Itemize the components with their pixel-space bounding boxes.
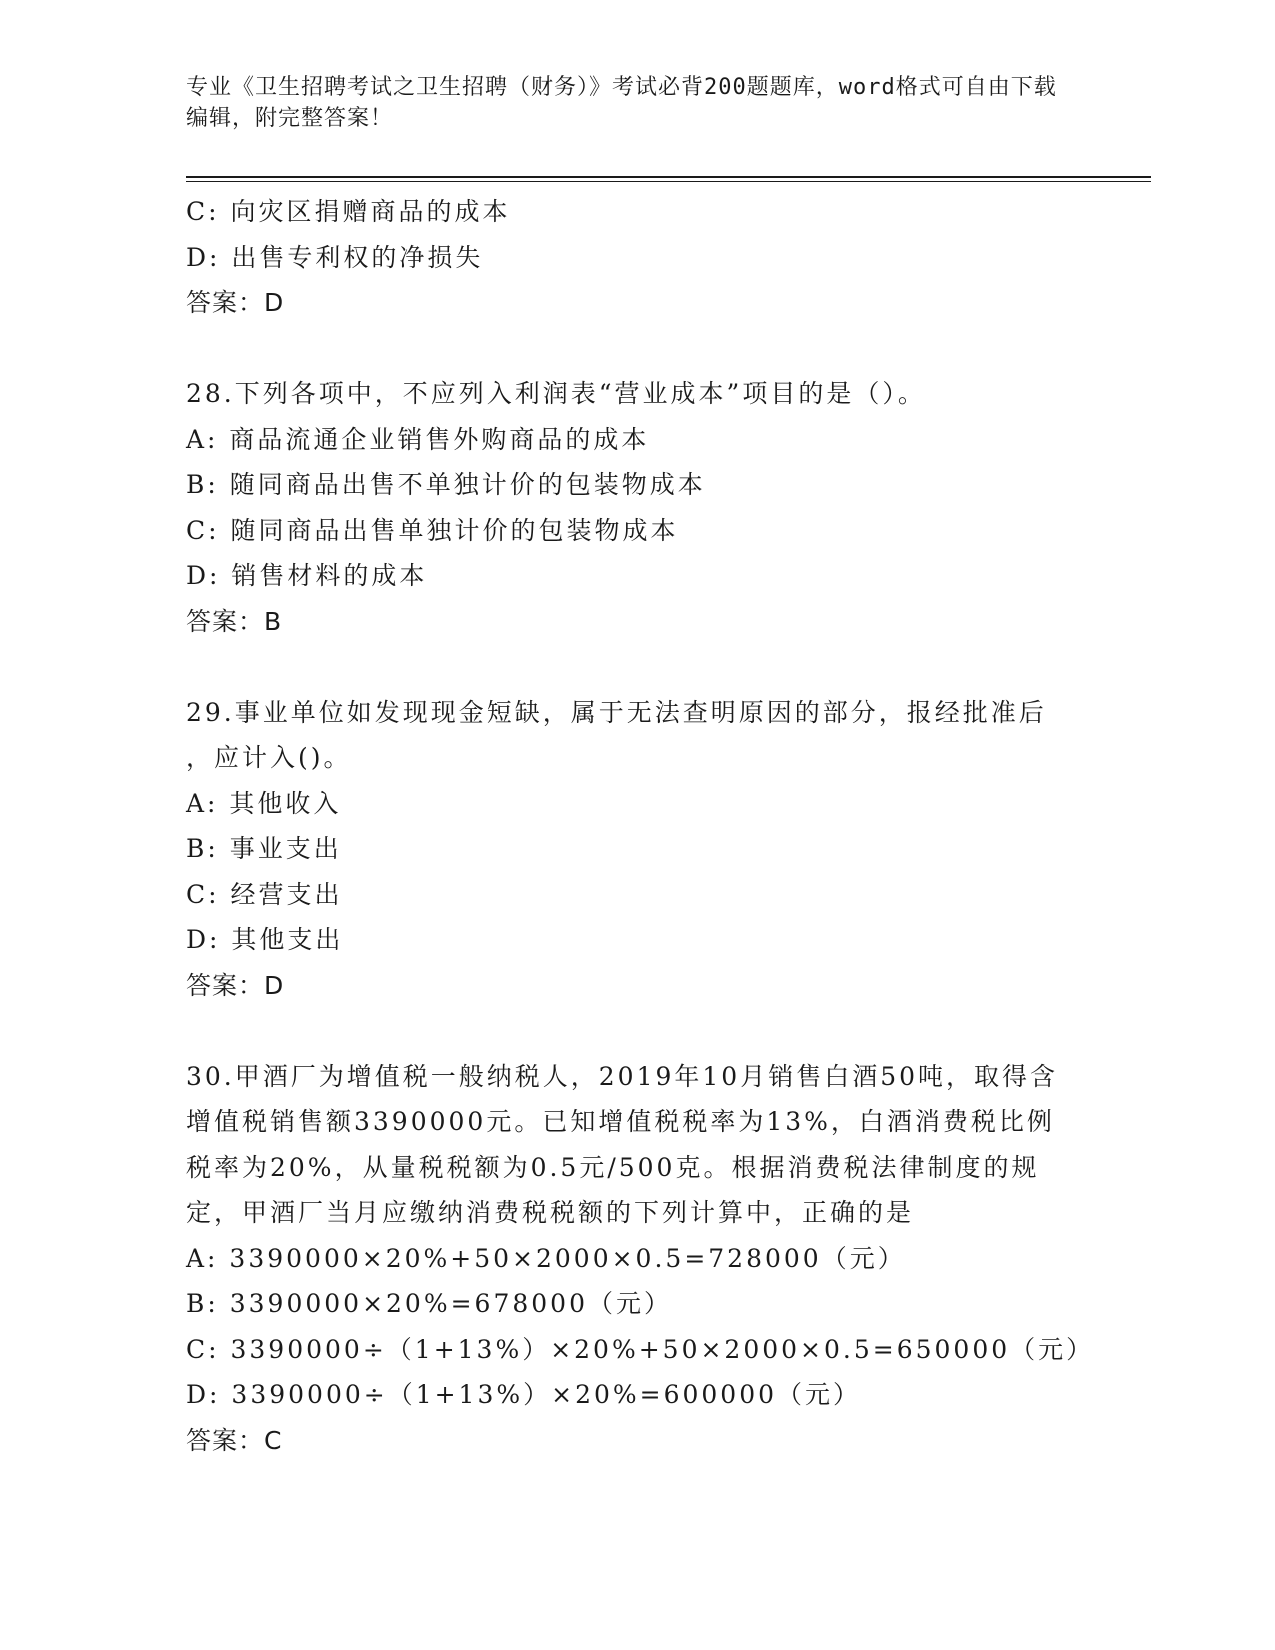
answer-line: 答案：D (186, 288, 285, 317)
answer-line: 答案：D (186, 970, 285, 1000)
spacer (186, 326, 1086, 372)
question-29 (186, 690, 1086, 1009)
option-c: C: 3390000÷（1+13%）×20%+50×2000×0.5=650000（元） (186, 1334, 1095, 1364)
option-a: A: 商品流通企业销售外购商品的成本 (186, 424, 650, 454)
question-text-line-2: 增值税销售额3390000元。已知增值税税率为13%，白酒消费税比例 (186, 1107, 1055, 1136)
option-c: C: 向灾区捐赠商品的成本 (186, 197, 511, 226)
answer-line: 答案：C (186, 1425, 283, 1455)
option-a: A: 其他收入 (186, 788, 342, 818)
spacer (186, 644, 1086, 690)
option-d: D: 其他支出 (186, 925, 344, 954)
option-d: D: 销售材料的成本 (186, 561, 428, 590)
question-text-line-4: 定，甲酒厂当月应缴纳消费税税额的下列计算中，正确的是 (186, 1198, 915, 1227)
question-text-line-1: 30.甲酒厂为增值税一般纳税人，2019年10月销售白酒50吨，取得含 (186, 1061, 1059, 1091)
question-text-line-2: ，应计入()。 (186, 743, 352, 772)
option-c: C: 随同商品出售单独计价的包装物成本 (186, 515, 679, 545)
option-b: B: 随同商品出售不单独计价的包装物成本 (186, 470, 706, 499)
option-b: B: 3390000×20%=678000（元） (186, 1289, 672, 1318)
prev-question-block (186, 189, 1086, 326)
question-30 (186, 1054, 1095, 1464)
answer-line: 答案：B (186, 606, 283, 636)
question-28 (186, 371, 1086, 644)
spacer (186, 1008, 1086, 1054)
question-text-line-3: 税率为20%，从量税税额为0.5元/500克。根据消费税法律制度的规 (186, 1152, 1040, 1182)
option-d: D: 3390000÷（1+13%）×20%=600000（元） (186, 1380, 862, 1409)
question-text-line-1: 29.事业单位如发现现金短缺，属于无法查明原因的部分，报经批准后 (186, 697, 1047, 727)
option-c: C: 经营支出 (186, 879, 343, 909)
document-header: 专业《卫生招聘考试之卫生招聘（财务）》考试必背200题题库，word格式可自由下载编辑，附完整答案！ (186, 75, 1057, 131)
header-divider (186, 176, 1151, 182)
question-list (186, 189, 1095, 1463)
question-text: 28.下列各项中，不应列入利润表“营业成本”项目的是（）。 (186, 379, 926, 408)
option-d: D: 出售专利权的净损失 (186, 242, 484, 272)
option-b: B: 事业支出 (186, 834, 342, 863)
option-a: A: 3390000×20%+50×2000×0.5=728000（元） (186, 1243, 906, 1273)
